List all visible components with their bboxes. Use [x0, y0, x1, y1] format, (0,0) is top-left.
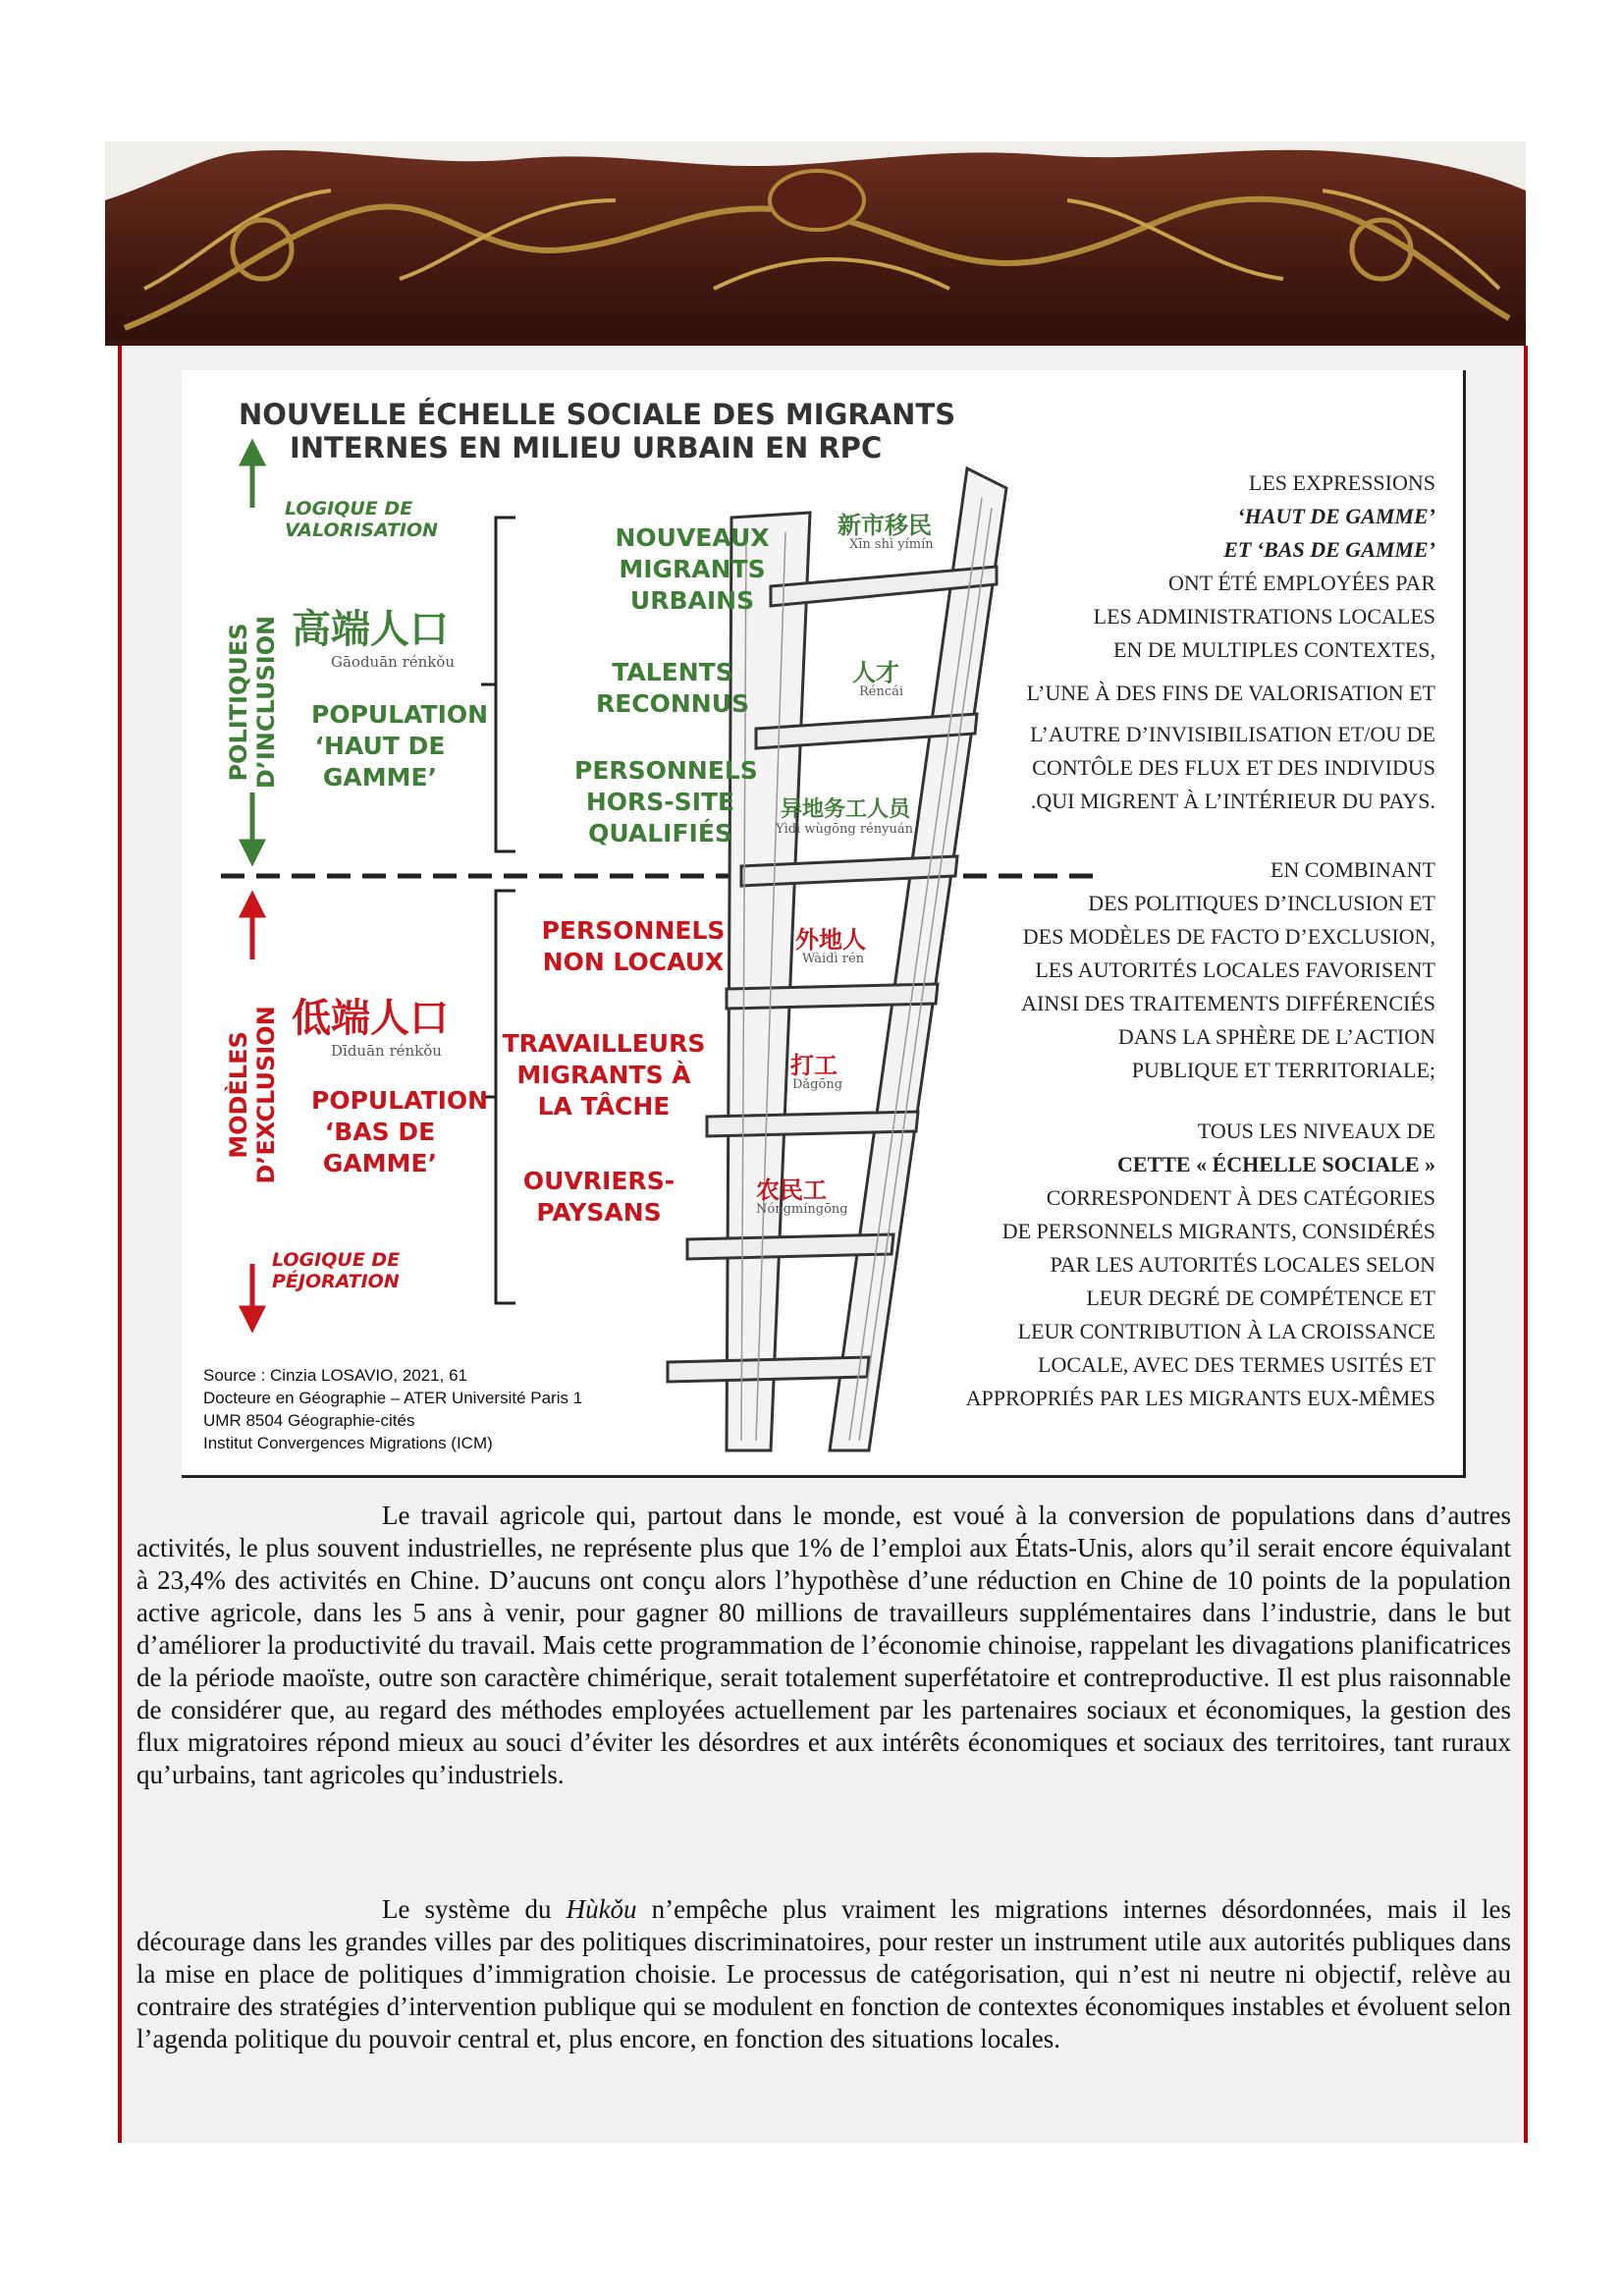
social-ladder-infographic	[182, 370, 1466, 1478]
bas-zh: 低端人口	[292, 996, 449, 1041]
haut-zh: 高端人口	[292, 607, 449, 652]
politiques-inclusion-label: POLITIQUES D’INCLUSION	[225, 615, 280, 790]
rung-label-personnels-hors-site: PERSONNELS HORS-SITE QUALIFIÉS	[574, 756, 758, 847]
hukou-term: Hùkǒu	[566, 1894, 637, 1924]
rung-label-talents: TALENTS RECONNUS	[595, 658, 750, 718]
rung-pinyin-0: Xīn shì yímín	[849, 537, 934, 552]
rung-zh-5: 农民工	[756, 1176, 827, 1204]
rung-label-travailleurs: TRAVAILLEURS MIGRANTS À LA TÂCHE	[502, 1029, 706, 1121]
haut-label: POPULATION ‘HAUT DE GAMME’	[311, 700, 489, 792]
rung-label-non-locaux: PERSONNELS NON LOCAUX	[541, 916, 726, 976]
right-text-combinant: EN COMBINANT DES POLITIQUES D’INCLUSION ET DES MODÈLES DE FACTO D’EXCLUSION, LES AUTORITÉS LOCALES FAVORISENT AINSI DES TRAITEMENTS DIFFÉRENCIÉS DANS LA SPHÈRE DE L’ACTION PUBLIQUE ET TERRITORIALE;	[1021, 857, 1435, 1082]
haut-pinyin: Gāoduān rénkǒu	[331, 653, 456, 671]
paragraph-agricultural-labour: Le travail agricole qui, partout dans le monde, est voué à la conversion de populations dans d’autres activités, le plus souvent industrielles, ne représente plus que 1% de l’emploi aux États-Unis, alors qu’il serait encore équivalant à 23,4% des activités en Chine. D’aucuns ont conçu alors l’hypothèse d’une réduction en Chine de 10 points de la population active agricole, dans les 5 ans à venir, pour gagner 80 millions de travailleurs supplémentaires dans l’industrie, dans le but d’améliorer la productivité du travail. Mais cette programmation de l’économie chinoise, rappelant les divagations planificatrices de la période maoïste, outre son caractère chimérique, serait totalement superfétatoire et contreproductive. Il est plus raisonnable de considérer que, au regard des méthodes employées actuellement par les partenaires sociaux et économiques, la gestion des flux migratoires répond mieux au souci d’éviter les désordres et aux intérêts économiques et sociaux des territoires, tant ruraux qu’urbains, tant agricoles qu’industriels.	[136, 1501, 1511, 1789]
carved-dragon-frieze-image	[105, 141, 1526, 346]
rung-pinyin-5: Nóngmíngōng	[756, 1202, 848, 1217]
figure-source: Source : Cinzia LOSAVIO, 2021, 61 Docteure en Géographie – ATER Université Paris 1 UMR 8504 Géographie-cités Institut Convergences Migrations (ICM)	[203, 1366, 583, 1452]
figure-title-line2: INTERNES EN MILIEU URBAIN EN RPC	[290, 431, 883, 465]
paragraph-hukou-system: Le système du Hùkǒu n’empêche plus vraiment les migrations internes désordonnées, mais il les décourage dans les grandes villes par des politiques discriminatoires, pour rester un instrument utile aux autorités publiques dans la mise en place de politiques d’immigration choisie. Le processus de catégorisation, qui n’est ni neutre ni objectif, relève au contraire des stratégies d’intervention publique qui se modulent en fonction de contextes économiques instables et évoluent selon l’agenda politique du pouvoir central et, plus encore, en fonction des situations locales.	[136, 1894, 1511, 2053]
rung-zh-2: 异地务工人员	[781, 797, 911, 822]
logique-valorisation: LOGIQUE DE VALORISATION	[285, 498, 439, 541]
carved-wood-banner	[105, 141, 1526, 346]
rung-zh-1: 人才	[852, 659, 899, 686]
rung-pinyin-3: Wàidì rén	[802, 952, 865, 966]
rung-label-ouvriers-paysans: OUVRIERS- PAYSANS	[522, 1167, 676, 1227]
bas-pinyin: Dīduān rénkǒu	[331, 1042, 442, 1060]
modeles-exclusion-label: MODÈLES D’EXCLUSION	[225, 1006, 280, 1184]
logique-pejoration: LOGIQUE DE PÉJORATION	[272, 1249, 401, 1292]
figure-title-line1: NOUVELLE ÉCHELLE SOCIALE DES MIGRANTS	[239, 398, 956, 431]
rung-pinyin-1: Réncái	[859, 684, 904, 699]
rung-label-nouveaux-migrants: NOUVEAUX MIGRANTS URBAINS	[615, 523, 770, 615]
rung-zh-4: 打工	[790, 1052, 838, 1079]
bas-label: POPULATION ‘BAS DE GAMME’	[311, 1086, 489, 1177]
rung-pinyin-2: Yìdì wùgōng rényuán	[776, 822, 913, 837]
rung-zh-3: 外地人	[795, 926, 866, 954]
rung-pinyin-4: Dǎgōng	[792, 1077, 843, 1092]
right-text-expressions: LES EXPRESSIONS ‘HAUT DE GAMME’ ET ‘BAS DE GAMME’ ONT ÉTÉ EMPLOYÉES PAR LES ADMINISTRATIONS LOCALES EN DE MULTIPLES CONTEXTES, L’UNE À DES FINS DE VALORISATION ET L’AUTRE D’INVISIBILISATION ET/OU DE CONTÔLE DES FLUX ET DES INDIVIDUS .QUI MIGRENT À L’INTÉRIEUR DU PAYS.	[1026, 470, 1435, 813]
rung-zh-0: 新市移民	[838, 512, 932, 539]
right-text-niveaux: TOUS LES NIVEAUX DE CETTE « ÉCHELLE SOCIALE » CORRESPONDENT À DES CATÉGORIES DE PERSONNELS MIGRANTS, CONSIDÉRÉS PAR LES AUTORITÉS LOCALES SELON LEUR DEGRÉ DE COMPÉTENCE ET LEUR CONTRIBUTION À LA CROISSANCE LOCALE, AVEC DES TERMES USITÉS ET APPROPRIÉS PAR LES MIGRANTS EUX-MÊMES	[965, 1119, 1435, 1410]
